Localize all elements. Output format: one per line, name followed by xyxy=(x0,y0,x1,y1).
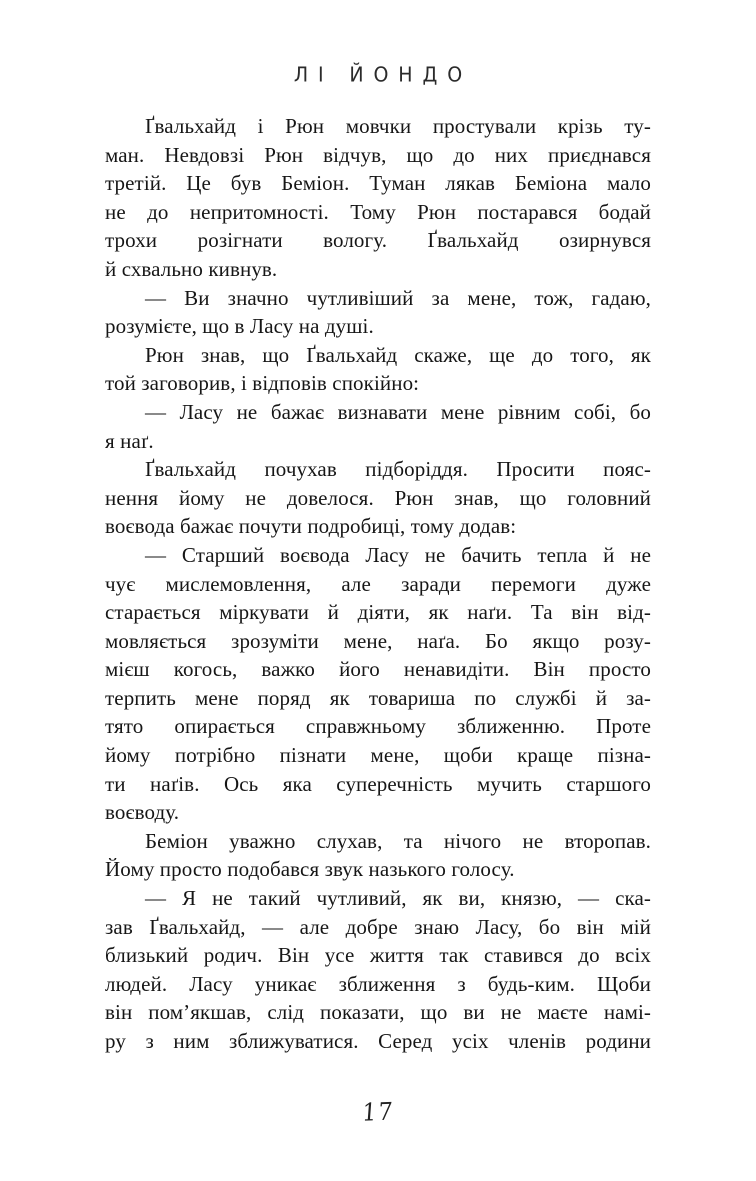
text-line: Ґвальхайд і Рюн мовчки простували крізь ту- xyxy=(145,114,651,138)
text-line: не до непритомності. Тому Рюн постарався бодай xyxy=(105,199,651,224)
page-number xyxy=(0,1098,756,1126)
text-line: — Ви значно чутливіший за мене, тож, гадаю, xyxy=(145,285,651,310)
text-line: зав Ґвальхайд, — але добре знаю Ласу, бо він мій xyxy=(105,914,651,939)
text-line: розумієте, що в Ласу на душі. xyxy=(105,314,374,339)
running-head: ЛІ ЙОНДО xyxy=(293,63,473,87)
text-line: старається міркувати й діяти, як наґи. Та він від- xyxy=(105,600,651,625)
text-line: чує мислемовлення, але заради перемоги дуже xyxy=(105,571,651,596)
text-line: терпить мене поряд як товариша по службі й за- xyxy=(105,685,651,710)
text-line: — Я не такий чутливий, як ви, князю, — ска- xyxy=(145,886,651,911)
text-line: Йому просто подобався звук назького голосу. xyxy=(105,857,515,882)
text-line: третій. Це був Беміон. Туман лякав Беміона мало xyxy=(105,171,651,196)
text-line: той заговорив, і відповів спокійно: xyxy=(105,371,420,396)
text-line: ти наґів. Ось яка суперечність мучить старшого xyxy=(105,771,651,796)
text-line: Рюн знав, що Ґвальхайд скаже, ще до того, як xyxy=(145,342,651,367)
text-line: — Старший воєвода Ласу не бачить тепла й не xyxy=(145,542,651,567)
text-line: йому потрібно пізнати мене, щоби краще пізна- xyxy=(105,743,651,768)
text-line: воєводу. xyxy=(105,800,180,825)
text-block xyxy=(105,112,651,1056)
page-number-value: 17 xyxy=(360,1097,395,1127)
text-line: близький родич. Він усе життя так ставився до всіх xyxy=(105,943,651,968)
text-line: тято опирається справжньому зближенню. Проте xyxy=(105,714,651,739)
text-line: Беміон уважно слухав, та нічого не второпав. xyxy=(145,828,651,853)
text-line: ру з ним зближуватися. Серед усіх членів родини xyxy=(105,1029,651,1053)
text-line: ман. Невдовзі Рюн відчув, що до них приєднався xyxy=(105,142,651,167)
text-line: я наґ. xyxy=(105,428,154,453)
text-line: воєвода бажає почути подробиці, тому додав: xyxy=(105,514,517,539)
text-line: мієш когось, важко його ненавидіти. Він просто xyxy=(105,657,651,682)
text-line: Ґвальхайд почухав підборіддя. Просити пояс- xyxy=(145,457,651,482)
text-line: — Ласу не бажає визнавати мене рівним собі, бо xyxy=(145,399,651,424)
text-line: людей. Ласу уникає зближення з будь-ким. Щоби xyxy=(105,971,651,996)
text-line: мовляється зрозуміти мене, наґа. Бо якщо розу- xyxy=(105,628,651,653)
text-line: нення йому не довелося. Рюн знав, що головний xyxy=(105,485,651,510)
text-line: трохи розігнати вологу. Ґвальхайд озирнувся xyxy=(105,228,651,253)
text-line: він пом’якшав, слід показати, що ви не маєте намі- xyxy=(105,1000,651,1025)
text-line: й схвально кивнув. xyxy=(105,256,278,281)
